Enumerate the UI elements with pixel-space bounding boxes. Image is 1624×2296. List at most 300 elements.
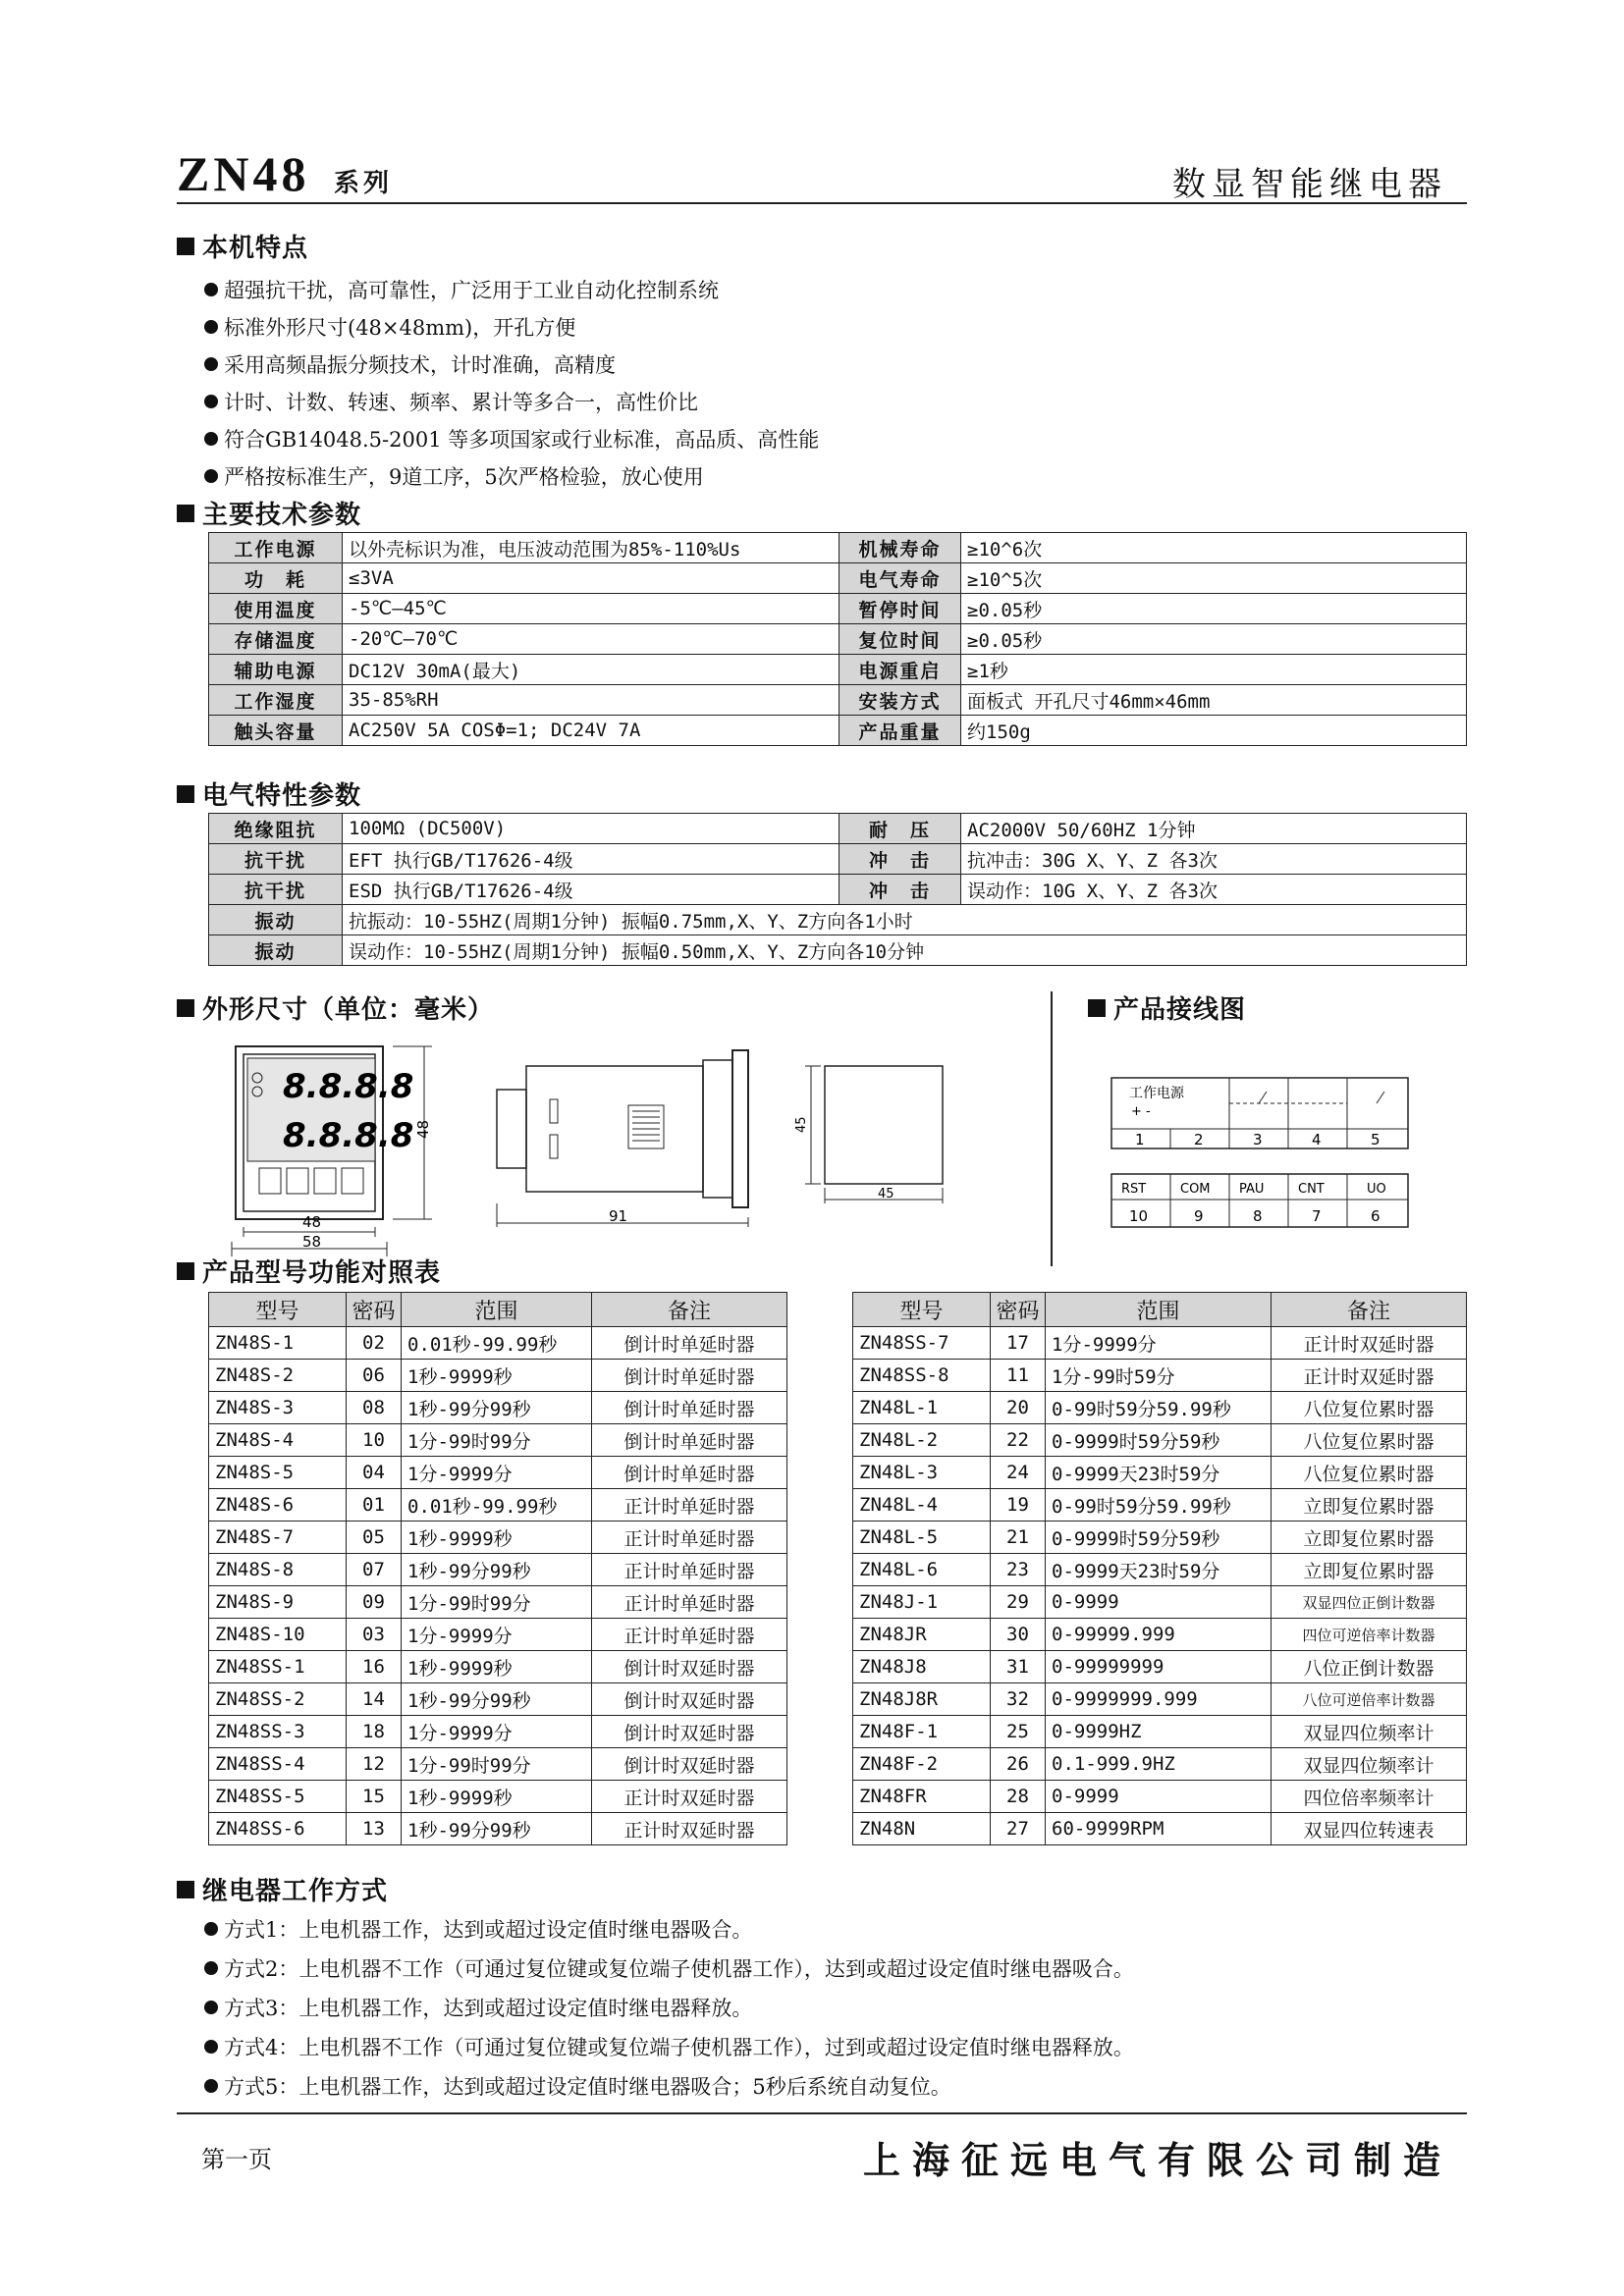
model-title: ZN48 — [177, 146, 310, 201]
range-cell: 0-9999 — [1046, 1781, 1272, 1813]
param-value: 抗冲击：30G X、Y、Z 各3次 — [961, 844, 1467, 875]
param-label: 振动 — [209, 935, 343, 966]
tech-heading: 主要技术参数 — [177, 495, 361, 531]
bullet-icon — [204, 283, 218, 296]
models-heading: 产品型号功能对照表 — [177, 1253, 441, 1289]
remark-cell: 正计时双延时器 — [592, 1781, 787, 1813]
feature-item: 符合GB14048.5-2001 等多项国家或行业标准，高品质、高性能 — [204, 424, 819, 454]
param-label: 辅助电源 — [209, 655, 343, 685]
param-value: 35-85%RH — [343, 685, 839, 716]
model-cell: ZN48L-5 — [853, 1522, 991, 1554]
range-cell: 60-9999RPM — [1046, 1813, 1272, 1845]
table-row — [209, 563, 1467, 594]
feature-item: 超强抗干扰，高可靠性，广泛用于工业自动化控制系统 — [204, 275, 719, 304]
table-row — [209, 1424, 787, 1457]
table-row — [209, 655, 1467, 685]
model-table-left — [208, 1292, 787, 1845]
param-value: AC2000V 50/60HZ 1分钟 — [961, 814, 1467, 844]
code-cell: 04 — [347, 1457, 402, 1489]
model-cell: ZN48S-4 — [209, 1424, 347, 1457]
feature-item: 标准外形尺寸(48×48mm)，开孔方便 — [204, 312, 575, 342]
model-cell: ZN48L-3 — [853, 1457, 991, 1489]
table-row — [209, 1619, 787, 1651]
remark-cell: 倒计时单延时器 — [592, 1424, 787, 1457]
code-cell: 21 — [991, 1522, 1046, 1554]
model-cell: ZN48S-9 — [209, 1586, 347, 1619]
range-cell: 1分-9999分 — [402, 1716, 592, 1748]
model-cell: ZN48S-3 — [209, 1392, 347, 1424]
remark-cell: 双显四位频率计 — [1272, 1716, 1467, 1748]
remark-cell: 正计时单延时器 — [592, 1554, 787, 1586]
table-row — [853, 1683, 1467, 1716]
table-row — [853, 1748, 1467, 1781]
rear-width-label: 45 — [878, 1187, 894, 1201]
model-cell: ZN48SS-7 — [853, 1327, 991, 1360]
table-row — [853, 1522, 1467, 1554]
col-header-range: 范围 — [1046, 1293, 1272, 1327]
terminal-1: 1 — [1135, 1131, 1145, 1148]
col-header-code: 密码 — [347, 1293, 402, 1327]
table-row — [209, 1586, 787, 1619]
param-label: 冲 击 — [839, 875, 961, 905]
mode-item: 方式4：上电机器不工作（可通过复位键或复位端子使机器工作），过到或超过设定值时继电器释放。 — [204, 2032, 1134, 2061]
code-cell: 31 — [991, 1651, 1046, 1683]
param-value: AC250V 5A COSΦ=1; DC24V 7A — [343, 716, 839, 746]
model-cell: ZN48JR — [853, 1619, 991, 1651]
bullet-icon — [204, 469, 218, 483]
wiring-heading: 产品接线图 — [1088, 989, 1246, 1026]
range-cell: 0-99999999 — [1046, 1651, 1272, 1683]
range-cell: 1分-99时59分 — [1046, 1360, 1272, 1392]
table-row — [209, 1748, 787, 1781]
table-row — [209, 1716, 787, 1748]
table-row — [209, 905, 1467, 935]
polarity-label: + - — [1131, 1104, 1151, 1119]
rear-height-label: 45 — [794, 1116, 809, 1133]
table-row — [209, 875, 1467, 905]
manufacturer: 上海征远电气有限公司制造 — [862, 2139, 1452, 2182]
code-cell: 18 — [347, 1716, 402, 1748]
model-cell: ZN48J8 — [853, 1651, 991, 1683]
bullet-icon — [204, 320, 218, 334]
col-header-range: 范围 — [402, 1293, 592, 1327]
range-cell: 1秒-99分99秒 — [402, 1683, 592, 1716]
code-cell: 02 — [347, 1327, 402, 1360]
range-cell: 1秒-9999秒 — [402, 1781, 592, 1813]
range-cell: 1秒-99分99秒 — [402, 1813, 592, 1845]
code-cell: 14 — [347, 1683, 402, 1716]
display-lower: 8.8.8.8 — [283, 1116, 414, 1155]
mode-item: 方式5：上电机器工作，达到或超过设定值时继电器吸合；5秒后系统自动复位。 — [204, 2071, 951, 2101]
code-cell: 27 — [991, 1813, 1046, 1845]
table-row — [209, 1651, 787, 1683]
square-bullet-icon — [177, 1262, 194, 1280]
square-bullet-icon — [177, 999, 194, 1017]
remark-cell: 双显四位频率计 — [1272, 1748, 1467, 1781]
range-cell: 0-99999.999 — [1046, 1619, 1272, 1651]
range-cell: 1分-9999分 — [402, 1619, 592, 1651]
code-cell: 20 — [991, 1392, 1046, 1424]
model-cell: ZN48SS-8 — [853, 1360, 991, 1392]
series-label: 系列 — [334, 169, 394, 198]
param-value: -5℃—45℃ — [343, 594, 839, 624]
terminal-9: 9 — [1194, 1207, 1204, 1225]
remark-cell: 立即复位累时器 — [1272, 1554, 1467, 1586]
model-cell: ZN48L-1 — [853, 1392, 991, 1424]
param-label: 使用温度 — [209, 594, 343, 624]
param-label: 抗干扰 — [209, 844, 343, 875]
model-cell: ZN48SS-3 — [209, 1716, 347, 1748]
table-row — [853, 1424, 1467, 1457]
model-cell: ZN48S-10 — [209, 1619, 347, 1651]
mode-item: 方式3：上电机器工作，达到或超过设定值时继电器释放。 — [204, 1993, 752, 2022]
table-row — [209, 1360, 787, 1392]
code-cell: 30 — [991, 1619, 1046, 1651]
model-cell: ZN48J-1 — [853, 1586, 991, 1619]
code-cell: 12 — [347, 1748, 402, 1781]
model-cell: ZN48SS-1 — [209, 1651, 347, 1683]
table-row — [853, 1781, 1467, 1813]
page-number: 第一页 — [201, 2146, 272, 2173]
table-row — [209, 1392, 787, 1424]
code-cell: 05 — [347, 1522, 402, 1554]
remark-cell: 四位可逆倍率计数器 — [1272, 1619, 1467, 1651]
code-cell: 07 — [347, 1554, 402, 1586]
table-row — [209, 935, 1467, 966]
bullet-icon — [204, 2079, 218, 2093]
feature-item: 计时、计数、转速、频率、累计等多合一，高性价比 — [204, 387, 698, 416]
remark-cell: 正计时单延时器 — [592, 1619, 787, 1651]
range-cell: 0-9999999.999 — [1046, 1683, 1272, 1716]
code-cell: 19 — [991, 1489, 1046, 1522]
bullet-icon — [204, 2001, 218, 2014]
term-label-cnt: CNT — [1298, 1182, 1325, 1197]
param-value: ≥0.05秒 — [961, 594, 1467, 624]
range-cell: 0-9999时59分59秒 — [1046, 1424, 1272, 1457]
header-rule — [177, 202, 1467, 204]
model-cell: ZN48SS-4 — [209, 1748, 347, 1781]
param-value: -20℃—70℃ — [343, 624, 839, 655]
side-view — [497, 1050, 748, 1227]
remark-cell: 倒计时双延时器 — [592, 1716, 787, 1748]
category-title: 数显智能继电器 — [1172, 165, 1447, 204]
param-value: ≤3VA — [343, 563, 839, 594]
code-cell: 06 — [347, 1360, 402, 1392]
code-cell: 25 — [991, 1716, 1046, 1748]
table-row — [853, 1586, 1467, 1619]
table-row — [853, 1457, 1467, 1489]
dimension-drawing — [196, 1031, 1041, 1256]
model-cell: ZN48S-2 — [209, 1360, 347, 1392]
remark-cell: 正计时单延时器 — [592, 1522, 787, 1554]
bullet-icon — [204, 2040, 218, 2054]
remark-cell: 正计时单延时器 — [592, 1489, 787, 1522]
param-label: 安装方式 — [839, 685, 961, 716]
code-cell: 09 — [347, 1586, 402, 1619]
terminal-10: 10 — [1129, 1207, 1149, 1225]
table-row — [853, 1360, 1467, 1392]
remark-cell: 倒计时单延时器 — [592, 1392, 787, 1424]
col-header-model: 型号 — [853, 1293, 991, 1327]
table-row — [853, 1327, 1467, 1360]
section-divider — [1051, 991, 1053, 1266]
range-cell: 1分-9999分 — [402, 1457, 592, 1489]
range-cell: 1秒-9999秒 — [402, 1522, 592, 1554]
remark-cell: 倒计时单延时器 — [592, 1457, 787, 1489]
remark-cell: 倒计时单延时器 — [592, 1327, 787, 1360]
side-length-label: 91 — [609, 1207, 628, 1225]
footer-rule — [177, 2112, 1467, 2114]
model-cell: ZN48S-1 — [209, 1327, 347, 1360]
remark-cell: 立即复位累时器 — [1272, 1522, 1467, 1554]
code-cell: 15 — [347, 1781, 402, 1813]
range-cell: 0-9999 — [1046, 1586, 1272, 1619]
param-label: 冲 击 — [839, 844, 961, 875]
param-value: ≥10^5次 — [961, 563, 1467, 594]
model-cell: ZN48F-1 — [853, 1716, 991, 1748]
range-cell: 1分-99时99分 — [402, 1424, 592, 1457]
param-label: 工作电源 — [209, 533, 343, 563]
model-cell: ZN48SS-5 — [209, 1781, 347, 1813]
feature-item: 采用高频晶振分频技术，计时准确，高精度 — [204, 349, 616, 379]
param-label: 电源重启 — [839, 655, 961, 685]
param-label: 复位时间 — [839, 624, 961, 655]
table-row — [209, 844, 1467, 875]
range-cell: 1分-99时99分 — [402, 1748, 592, 1781]
model-cell: ZN48F-2 — [853, 1748, 991, 1781]
range-cell: 1分-99时99分 — [402, 1586, 592, 1619]
code-cell: 10 — [347, 1424, 402, 1457]
model-cell: ZN48S-8 — [209, 1554, 347, 1586]
range-cell: 0.1-999.9HZ — [1046, 1748, 1272, 1781]
range-cell: 0-99时59分59.99秒 — [1046, 1489, 1272, 1522]
terminal-5: 5 — [1371, 1131, 1380, 1148]
param-value: EFT 执行GB/T17626-4级 — [343, 844, 839, 875]
code-cell: 16 — [347, 1651, 402, 1683]
param-value: ≥0.05秒 — [961, 624, 1467, 655]
table-row — [209, 685, 1467, 716]
table-row — [853, 1651, 1467, 1683]
param-value: 以外壳标识为准，电压波动范围为85%-110%Us — [343, 533, 839, 563]
front-view — [232, 1046, 432, 1256]
range-cell: 0-9999HZ — [1046, 1716, 1272, 1748]
remark-cell: 倒计时双延时器 — [592, 1651, 787, 1683]
range-cell: 1秒-9999秒 — [402, 1651, 592, 1683]
param-value: ≥10^6次 — [961, 533, 1467, 563]
param-label: 存储温度 — [209, 624, 343, 655]
range-cell: 1秒-99分99秒 — [402, 1554, 592, 1586]
param-label: 电气寿命 — [839, 563, 961, 594]
col-header-code: 密码 — [991, 1293, 1046, 1327]
term-label-uo: UO — [1367, 1182, 1386, 1197]
range-cell: 0-99时59分59.99秒 — [1046, 1392, 1272, 1424]
square-bullet-icon — [1088, 999, 1106, 1017]
modes-heading: 继电器工作方式 — [177, 1871, 388, 1907]
param-label: 绝缘阻抗 — [209, 814, 343, 844]
table-row — [853, 1813, 1467, 1845]
features-heading: 本机特点 — [177, 228, 308, 264]
code-cell: 11 — [991, 1360, 1046, 1392]
table-row — [209, 1327, 787, 1360]
power-label: 工作电源 — [1129, 1086, 1184, 1101]
param-label: 抗干扰 — [209, 875, 343, 905]
table-row — [209, 1457, 787, 1489]
param-label: 工作湿度 — [209, 685, 343, 716]
param-value: 抗振动：10-55HZ(周期1分钟) 振幅0.75mm,X、Y、Z方向各1小时 — [343, 905, 1467, 935]
model-cell: ZN48J8R — [853, 1683, 991, 1716]
table-row — [853, 1554, 1467, 1586]
param-label: 振动 — [209, 905, 343, 935]
code-cell: 01 — [347, 1489, 402, 1522]
param-label: 暂停时间 — [839, 594, 961, 624]
display-upper: 8.8.8.8 — [283, 1067, 414, 1106]
wiring-diagram — [1110, 1076, 1416, 1237]
table-row — [853, 1619, 1467, 1651]
code-cell: 22 — [991, 1424, 1046, 1457]
terminal-8: 8 — [1253, 1207, 1263, 1225]
table-row — [209, 1489, 787, 1522]
remark-cell: 双显四位正倒计数器 — [1272, 1586, 1467, 1619]
remark-cell: 倒计时双延时器 — [592, 1748, 787, 1781]
range-cell: 1分-9999分 — [1046, 1327, 1272, 1360]
bullet-icon — [204, 432, 218, 446]
code-cell: 26 — [991, 1748, 1046, 1781]
bullet-icon — [204, 1922, 218, 1936]
square-bullet-icon — [177, 238, 194, 255]
terminal-2: 2 — [1194, 1131, 1204, 1148]
term-label-com: COM — [1180, 1182, 1211, 1197]
col-header-remark: 备注 — [1272, 1293, 1467, 1327]
model-cell: ZN48L-2 — [853, 1424, 991, 1457]
remark-cell: 正计时双延时器 — [1272, 1360, 1467, 1392]
code-cell: 24 — [991, 1457, 1046, 1489]
param-label: 机械寿命 — [839, 533, 961, 563]
model-cell: ZN48N — [853, 1813, 991, 1845]
range-cell: 0.01秒-99.99秒 — [402, 1327, 592, 1360]
bullet-icon — [204, 357, 218, 371]
table-row — [209, 716, 1467, 746]
code-cell: 28 — [991, 1781, 1046, 1813]
code-cell: 32 — [991, 1683, 1046, 1716]
param-value: ESD 执行GB/T17626-4级 — [343, 875, 839, 905]
model-cell: ZN48S-6 — [209, 1489, 347, 1522]
code-cell: 08 — [347, 1392, 402, 1424]
range-cell: 0-9999天23时59分 — [1046, 1554, 1272, 1586]
param-value: 面板式 开孔尺寸46mm×46mm — [961, 685, 1467, 716]
remark-cell: 正计时单延时器 — [592, 1586, 787, 1619]
param-label: 功 耗 — [209, 563, 343, 594]
param-value: 约150g — [961, 716, 1467, 746]
tech-params-table — [208, 532, 1467, 746]
remark-cell: 八位复位累时器 — [1272, 1424, 1467, 1457]
model-cell: ZN48L-4 — [853, 1489, 991, 1522]
param-label: 产品重量 — [839, 716, 961, 746]
range-cell: 0.01秒-99.99秒 — [402, 1489, 592, 1522]
table-row — [209, 1781, 787, 1813]
model-cell: ZN48S-5 — [209, 1457, 347, 1489]
table-row — [209, 594, 1467, 624]
table-row — [853, 1489, 1467, 1522]
table-row — [209, 1683, 787, 1716]
table-row — [209, 1813, 787, 1845]
range-cell: 1秒-9999秒 — [402, 1360, 592, 1392]
elec-heading: 电气特性参数 — [177, 775, 361, 812]
remark-cell: 八位复位累时器 — [1272, 1457, 1467, 1489]
range-cell: 0-9999天23时59分 — [1046, 1457, 1272, 1489]
code-cell: 13 — [347, 1813, 402, 1845]
table-row — [209, 624, 1467, 655]
remark-cell: 正计时双延时器 — [592, 1813, 787, 1845]
param-value: DC12V 30mA(最大) — [343, 655, 839, 685]
square-bullet-icon — [177, 1881, 194, 1898]
remark-cell: 四位倍率频率计 — [1272, 1781, 1467, 1813]
front-width-inner-label: 48 — [302, 1213, 322, 1231]
param-value: 误动作：10-55HZ(周期1分钟) 振幅0.50mm,X、Y、Z方向各10分钟 — [343, 935, 1467, 966]
table-row — [209, 533, 1467, 563]
square-bullet-icon — [177, 505, 194, 522]
code-cell: 17 — [991, 1327, 1046, 1360]
model-cell: ZN48FR — [853, 1781, 991, 1813]
mode-item: 方式1：上电机器工作，达到或超过设定值时继电器吸合。 — [204, 1914, 752, 1944]
model-cell: ZN48S-7 — [209, 1522, 347, 1554]
range-cell: 0-9999时59分59秒 — [1046, 1522, 1272, 1554]
table-row — [209, 1522, 787, 1554]
bullet-icon — [204, 395, 218, 408]
mode-item: 方式2：上电机器不工作（可通过复位键或复位端子使机器工作），达到或超过设定值时继电器吸合。 — [204, 1953, 1134, 1983]
table-row — [853, 1392, 1467, 1424]
table-row — [853, 1716, 1467, 1748]
model-table-right — [852, 1292, 1467, 1845]
terminal-6: 6 — [1371, 1207, 1380, 1225]
col-header-model: 型号 — [209, 1293, 347, 1327]
feature-item: 严格按标准生产，9道工序，5次严格检验，放心使用 — [204, 461, 704, 491]
remark-cell: 立即复位累时器 — [1272, 1489, 1467, 1522]
table-row — [209, 1554, 787, 1586]
square-bullet-icon — [177, 785, 194, 803]
dims-heading: 外形尺寸（单位：毫米） — [177, 989, 494, 1026]
remark-cell: 正计时双延时器 — [1272, 1327, 1467, 1360]
code-cell: 23 — [991, 1554, 1046, 1586]
model-cell: ZN48SS-2 — [209, 1683, 347, 1716]
param-value: ≥1秒 — [961, 655, 1467, 685]
col-header-remark: 备注 — [592, 1293, 787, 1327]
remark-cell: 八位正倒计数器 — [1272, 1651, 1467, 1683]
terminal-7: 7 — [1312, 1207, 1322, 1225]
elec-params-table — [208, 813, 1467, 966]
front-width-outer-label: 58 — [302, 1233, 322, 1251]
rear-view — [794, 1066, 943, 1203]
remark-cell: 八位可逆倍率计数器 — [1272, 1683, 1467, 1716]
front-height-label: 48 — [414, 1119, 432, 1139]
remark-cell: 倒计时单延时器 — [592, 1360, 787, 1392]
term-label-pau: PAU — [1239, 1182, 1265, 1197]
code-cell: 03 — [347, 1619, 402, 1651]
terminal-3: 3 — [1253, 1131, 1263, 1148]
remark-cell: 双显四位转速表 — [1272, 1813, 1467, 1845]
range-cell: 1秒-99分99秒 — [402, 1392, 592, 1424]
param-label: 耐 压 — [839, 814, 961, 844]
param-value: 误动作：10G X、Y、Z 各3次 — [961, 875, 1467, 905]
remark-cell: 倒计时双延时器 — [592, 1683, 787, 1716]
remark-cell: 八位复位累时器 — [1272, 1392, 1467, 1424]
term-label-rst: RST — [1121, 1182, 1147, 1197]
bullet-icon — [204, 1961, 218, 1975]
param-label: 触头容量 — [209, 716, 343, 746]
param-value: 100MΩ (DC500V) — [343, 814, 839, 844]
model-cell: ZN48L-6 — [853, 1554, 991, 1586]
terminal-4: 4 — [1312, 1131, 1322, 1148]
model-cell: ZN48SS-6 — [209, 1813, 347, 1845]
